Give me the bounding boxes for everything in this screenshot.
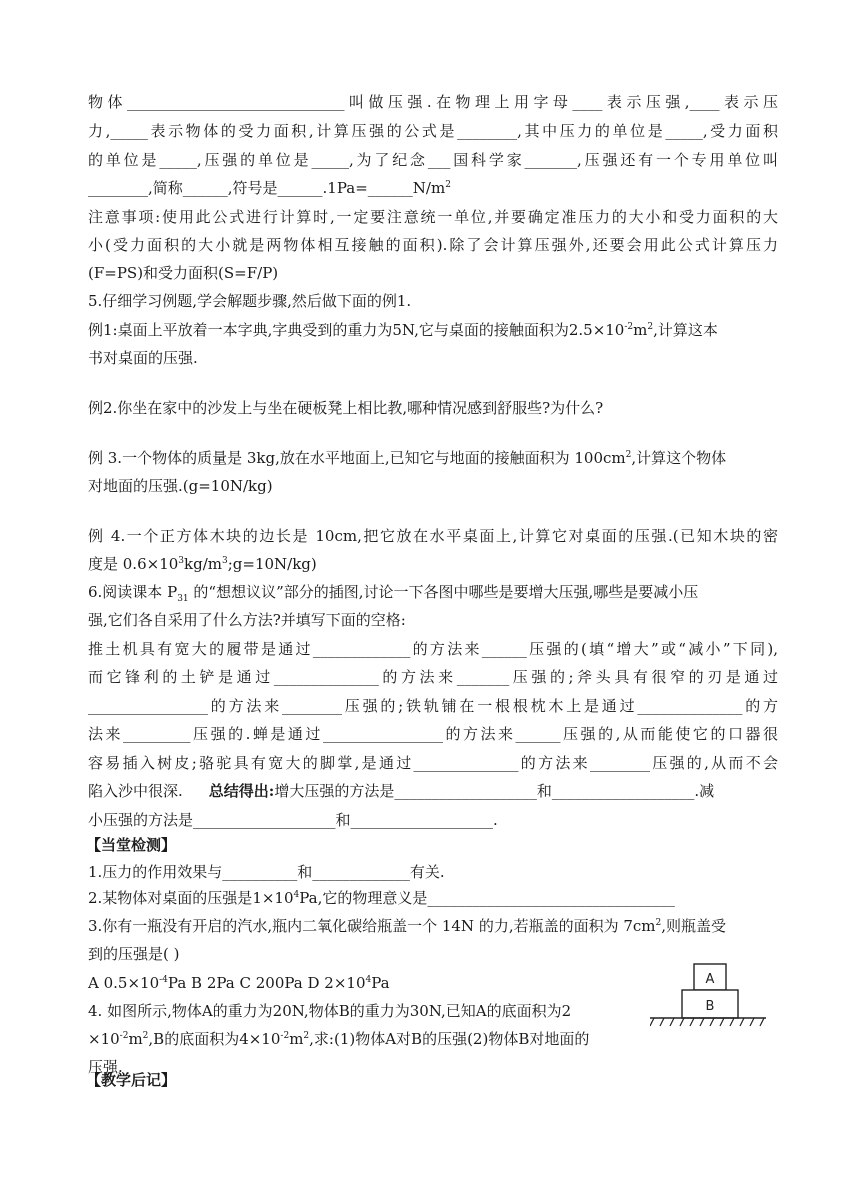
- example-4-text-a: 度是 0.6×10: [88, 555, 179, 573]
- check-q3-text-a: 3.你有一瓶没有开启的汽水,瓶内二氧化碳给瓶盖一个 14N 的力,若瓶盖的面积为 7cm: [88, 917, 656, 935]
- q4-text-b: m: [128, 1030, 143, 1048]
- superscript: 2: [655, 918, 662, 928]
- check-q2-text-a: 2.某物体对桌面的压强是1×10: [88, 889, 294, 907]
- item-6-line-9: 小压强的方法是___________________和___________________.: [88, 811, 498, 829]
- option-text-c: Pa: [371, 974, 390, 992]
- option-text-b: Pa B 2Pa C 200Pa D 2×10: [167, 974, 366, 992]
- check-q1: 1.压力的作用效果与__________和_____________有关.: [88, 863, 445, 881]
- item-6-line-3: 推土机具有宽大的履带是通过_____________的方法来______压强的(填“增大”或“减小”下同),: [88, 640, 778, 658]
- block-a-label: A: [705, 972, 715, 987]
- example-1-text-a: 例1:桌面上平放着一本字典,字典受到的重力为5N,它与桌面的接触面积为2.5×10: [88, 321, 625, 339]
- item-6-text-8c: 增大压强的方法是___________________和___________________.减: [274, 782, 715, 800]
- item-6-line-7: 容易插入树皮;骆驼具有宽大的脚掌,是通过______________的方法来________压强的,从而不会: [88, 754, 778, 772]
- example-4-text-c: ;g=10N/kg): [227, 555, 317, 573]
- example-3-line-2: 对地面的压强.(g=10N/kg): [88, 477, 273, 495]
- definition-line-1: 物体_____________________________叫做压强.在物理上用字母____表示压强,____表示压: [88, 93, 778, 111]
- q4-text-c: ,B的底面积为4×10: [148, 1030, 281, 1048]
- example-4-line-2: [88, 552, 778, 576]
- check-q3-line-2: 到的压强是( ): [88, 945, 180, 963]
- superscript: 2: [625, 450, 632, 460]
- check-q4-line-1: 4. 如图所示,物体A的重力为20N,物体B的重力为30N,已知A的底面积为2: [88, 1002, 572, 1020]
- example-1-text-c: ,计算这本: [653, 321, 718, 339]
- check-q3-text-b: ,则瓶盖受: [661, 917, 727, 935]
- notes-line-1: 注意事项:使用此公式进行计算时,一定要注意统一单位,并要确定准压力的大小和受力面积的大: [88, 208, 778, 226]
- superscript: 2: [303, 1031, 310, 1041]
- example-1-line-2: 书对桌面的压强.: [88, 349, 198, 367]
- notes-line-2: 小(受力面积的大小就是两物体相互接触的面积).除了会计算压强外,还要会用此公式计算压力: [88, 236, 778, 254]
- blocks-figure: [650, 960, 768, 1030]
- option-text-a: A 0.5×10: [88, 974, 160, 992]
- example-1-text-b: m: [633, 321, 648, 339]
- q4-text-d: m: [289, 1030, 304, 1048]
- definition-line-3: 的单位是_____,压强的单位是_____,为了纪念___国科学家_______,压强还有一个专用单位叫: [88, 151, 778, 169]
- example-2: 例2.你坐在家中的沙发上与坐在硬板凳上相比教,哪种情况感到舒服些?为什么?: [88, 399, 604, 417]
- subscript: 31: [177, 594, 189, 604]
- superscript: 3: [221, 556, 228, 566]
- superscript: -2: [280, 1031, 290, 1041]
- item-6-text-8a: 陷入沙中很深.: [88, 782, 183, 800]
- check-q2: [88, 886, 778, 910]
- superscript: -4: [159, 975, 168, 985]
- check-q4-line-2: [88, 1027, 633, 1051]
- definition-line-2: 力,_____表示物体的受力面积,计算压强的公式是________,其中压力的单位是_____,受力面积: [88, 122, 778, 140]
- check-q2-text-b: Pa,它的物理意义是_________________________________: [299, 889, 675, 907]
- definition-line-4-text: ________,简称______,符号是______.1Pa=______N/m: [88, 179, 446, 197]
- item-6-line-4: 而它锋利的土铲是通过______________的方法来_______压强的;斧头具有很窄的刃是通过: [88, 668, 778, 686]
- example-3-text-b: ,计算这个物体: [631, 449, 727, 467]
- check-q4-line-3: 压强.: [88, 1058, 123, 1076]
- section-heading-check: 【当堂检测】: [86, 836, 177, 854]
- section-heading-notes: 【教学后记】: [86, 1071, 177, 1089]
- item-6-line-8: [88, 779, 778, 803]
- item-6-line-1: [88, 580, 778, 604]
- item-6-line-5: ________________的方法来________压强的;铁轨铺在一根根枕木上是通过______________的方: [88, 697, 778, 715]
- superscript: 2: [142, 1031, 149, 1041]
- check-q3-line-1: [88, 914, 778, 938]
- superscript: 2: [445, 180, 451, 190]
- superscript: 2: [647, 322, 654, 332]
- definition-line-4: [88, 176, 778, 200]
- q4-text-e: ,求:(1)物体A对B的压强(2)物体B对地面的: [309, 1030, 590, 1048]
- superscript: 4: [365, 975, 372, 985]
- item-6-line-6: 法来_________压强的.蝉是通过________________的方法来______压强的,从而能使它的口器很: [88, 725, 778, 743]
- superscript: -2: [119, 1031, 129, 1041]
- example-4-text-b: kg/m: [184, 555, 222, 573]
- ground-hatching: [650, 1018, 764, 1026]
- item-6-text-a: 6.阅读课本 P: [88, 583, 178, 601]
- superscript: 3: [178, 556, 185, 566]
- superscript: 4: [293, 890, 300, 900]
- summary-label: 总结得出:: [208, 782, 275, 800]
- item-6-text-b: 的“想想议议”部分的插图,讨论一下各图中哪些是要增大压强,哪些是要减小压: [188, 583, 699, 601]
- item-5: 5.仔细学习例题,学会解题步骤,然后做下面的例1.: [88, 292, 412, 310]
- example-3-text-a: 例 3.一个物体的质量是 3kg,放在水平地面上,已知它与地面的接触面积为 100cm: [88, 449, 626, 467]
- example-1-line-1: [88, 318, 778, 342]
- example-4-line-1: 例 4.一个正方体木块的边长是 10cm,把它放在水平桌面上,计算它对桌面的压强.(已知木块的密: [88, 527, 778, 545]
- notes-line-3: (F=PS)和受力面积(S=F/P): [88, 264, 279, 282]
- superscript: -2: [624, 322, 634, 332]
- q4-text-a: ×10: [88, 1030, 120, 1048]
- item-6-line-2: 强,它们各自采用了什么方法?并填写下面的空格:: [88, 611, 406, 629]
- example-3-line-1: [88, 446, 778, 470]
- block-b-label: B: [705, 999, 715, 1014]
